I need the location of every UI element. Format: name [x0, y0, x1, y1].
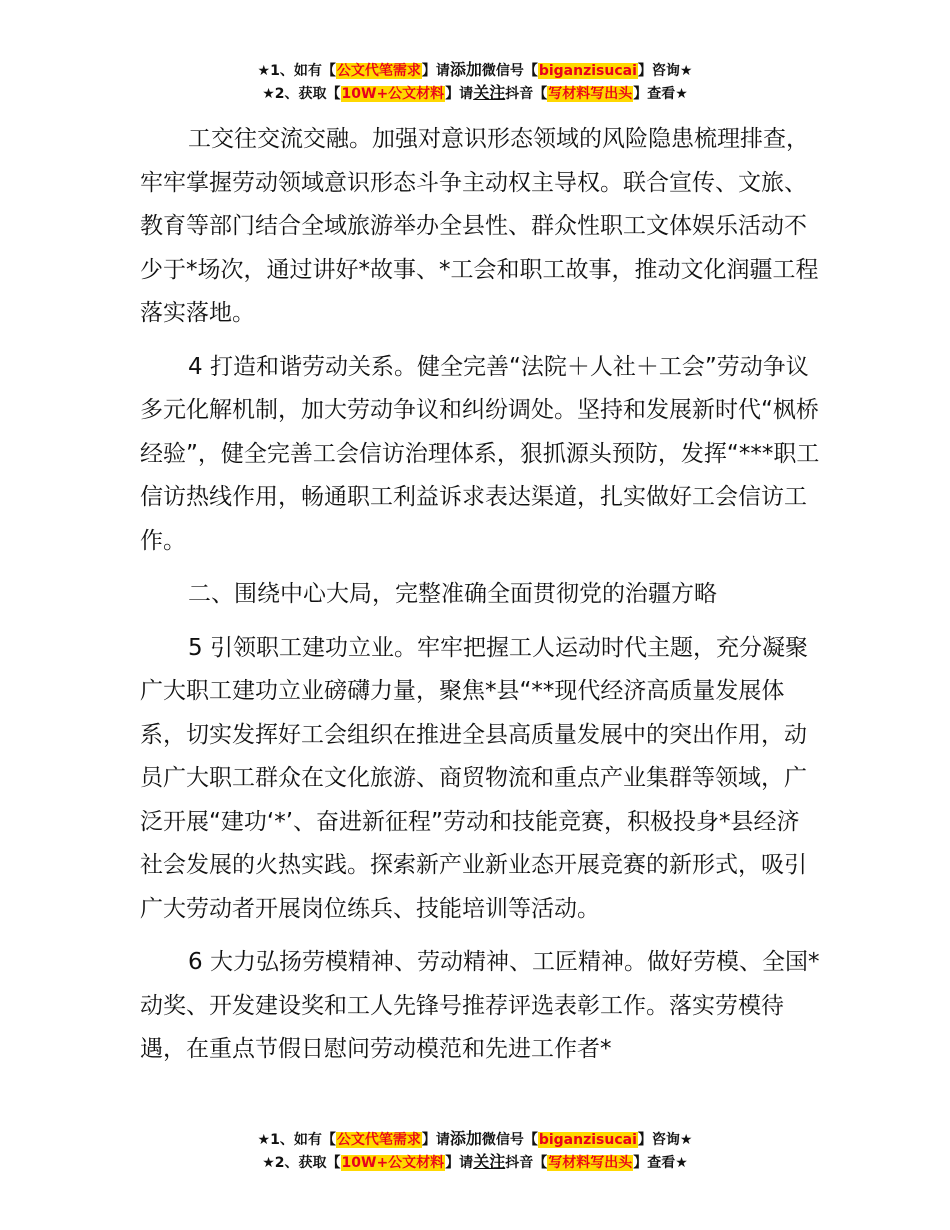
banner-text: 】请 — [421, 63, 450, 79]
banner-text: ★2、获取【 — [262, 86, 341, 102]
banner-text: 】咨询★ — [637, 63, 693, 79]
paragraph: 5 引领职工建功立业。牢牢把握工人运动时代主题，充分凝聚广大职工建功立业磅礴力量，聚焦*县“**现代经济高质量发展体系，切实发挥好工会组织在推进全县高质量发展中的突出作用，动员广大职工群众在文化旅游、商贸物流和重点产业集群等领域，广泛开展“建功‘*’、奋进新征程”劳动和技能竞赛，积极投身*县经济社会发展的火热实践。探索新产业新业态开展竞赛的新形式，吸引广大劳动者开展岗位练兵、技能培训等活动。 — [140, 634, 808, 922]
banner-line-1 — [0, 59, 950, 82]
banner-highlight: biganzisucai — [538, 63, 637, 79]
paragraph: 4 打造和谐劳动关系。健全完善“法院＋人社＋工会”劳动争议多元化解机制，加大劳动争议和纠纷调处。坚持和发展新时代“枫桥经验”，健全完善工会信访治理体系，狠抓源头预防，发挥“***职工信访热线作用，畅通职工利益诉求表达渠道，扎实做好工会信访工作。 — [140, 353, 820, 554]
banner-text: ★1、如有【 — [257, 63, 336, 79]
banner-highlight: 公文代笔需求 — [336, 1132, 421, 1148]
banner-text: 】请 — [445, 1155, 474, 1171]
paragraph: 6 大力弘扬劳模精神、劳动精神、工匠精神。做好劳模、全国*动奖、开发建设奖和工人先锋号推荐评选表彰工作。落实劳模待遇，在重点节假日慰问劳动模范和先进工作者* — [140, 949, 820, 1062]
banner-text: 】请 — [445, 86, 474, 102]
header-banner — [0, 59, 950, 105]
banner-text: 】查看★ — [633, 86, 688, 102]
banner-text: 】查看★ — [633, 1155, 688, 1171]
banner-emphasis: 添加 — [449, 60, 482, 79]
banner-text: 】请 — [421, 1132, 450, 1148]
banner-highlight: biganzisucai — [538, 1132, 637, 1148]
banner-text: ★2、获取【 — [262, 1155, 341, 1171]
section-heading: 二、围绕中心大局，完整准确全面贯彻党的治疆方略 — [188, 581, 717, 607]
banner-text: 微信号【 — [481, 63, 538, 79]
banner-highlight: 10W+公文材料 — [341, 1155, 445, 1171]
banner-highlight: 写材料写出头 — [548, 86, 633, 102]
banner-text: 】咨询★ — [637, 1132, 693, 1148]
banner-line-2 — [0, 82, 950, 105]
banner-emphasis: 关注 — [473, 1152, 506, 1171]
banner-line-1 — [0, 1128, 950, 1151]
banner-highlight: 公文代笔需求 — [336, 63, 421, 79]
banner-highlight: 10W+公文材料 — [341, 86, 445, 102]
footer-banner — [0, 1128, 950, 1174]
banner-emphasis: 关注 — [473, 83, 506, 102]
banner-text: ★1、如有【 — [257, 1132, 336, 1148]
banner-highlight: 写材料写出头 — [548, 1155, 633, 1171]
paragraph: 工交往交流交融。加强对意识形态领域的风险隐患梳理排查，牢牢掌握劳动领域意识形态斗争主动权主导权。联合宣传、文旅、教育等部门结合全域旅游举办全县性、群众性职工文体娱乐活动不少于*场次，通过讲好*故事、*工会和职工故事，推动文化润疆工程落实落地。 — [140, 126, 819, 326]
banner-text: 抖音【 — [505, 86, 548, 102]
banner-text: 抖音【 — [505, 1155, 548, 1171]
banner-emphasis: 添加 — [449, 1129, 482, 1148]
document-body — [140, 118, 820, 1072]
banner-line-2 — [0, 1151, 950, 1174]
banner-text: 微信号【 — [481, 1132, 538, 1148]
